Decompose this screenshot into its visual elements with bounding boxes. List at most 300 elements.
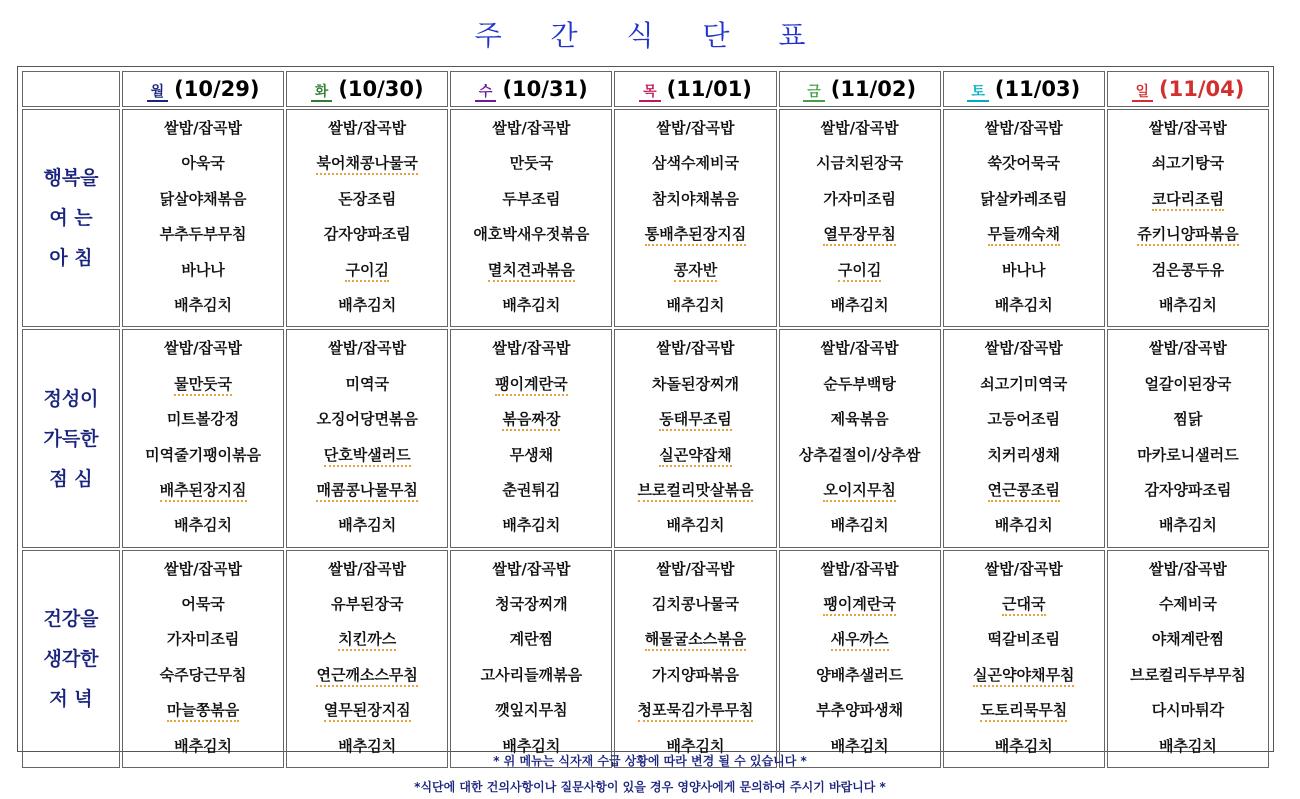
menu-item [944, 441, 1104, 476]
menu-item-text: 청국장찌개 [495, 595, 568, 614]
menu-item [615, 625, 775, 660]
day-date: (11/03) [994, 77, 1081, 101]
menu-item [287, 441, 447, 476]
menu-item-text: 다시마튀각 [1151, 701, 1225, 720]
menu-item [944, 625, 1104, 660]
menu-item-text: 부추양파생채 [816, 701, 904, 720]
menu-list [287, 330, 447, 546]
day-header [1107, 71, 1269, 107]
menu-item-text: 배추김치 [1158, 516, 1217, 535]
menu-list [451, 110, 611, 326]
menu-item-text: 가자미조림 [166, 630, 240, 649]
menu-item-text: 실곤약야채무침 [973, 666, 1074, 687]
menu-item-text: 찜닭 [1173, 410, 1203, 429]
menu-list [287, 551, 447, 767]
weekday-icon: 금 [803, 84, 825, 102]
menu-item-text: 배추김치 [338, 516, 397, 535]
menu-item-text: 쌀밥/잡곡밥 [1148, 559, 1227, 578]
menu-cell [450, 550, 612, 768]
menu-item-text: 상추겉절이/상추쌈 [798, 445, 921, 464]
menu-item-text: 쌀밥/잡곡밥 [1148, 119, 1227, 137]
meal-row [22, 109, 1269, 327]
day-date: (10/29) [174, 77, 260, 101]
menu-item-text: 쌀밥/잡곡밥 [1148, 339, 1227, 358]
menu-item-text: 치킨까스 [338, 630, 396, 651]
menu-item-text: 쇠고기미역국 [980, 374, 1068, 393]
menu-item-text: 유부된장국 [330, 595, 404, 614]
menu-item [287, 149, 447, 184]
menu-item [1108, 441, 1268, 476]
menu-item-text: 쌀밥/잡곡밥 [328, 339, 407, 358]
menu-item-text: 수제비국 [1158, 595, 1217, 614]
day-date: (11/04) [1159, 77, 1245, 101]
menu-item [451, 149, 611, 184]
menu-item-text: 팽이계란국 [495, 375, 567, 396]
menu-item [615, 256, 775, 291]
menu-item-text: 물만둣국 [174, 375, 232, 396]
menu-item [944, 185, 1104, 220]
menu-item-text: 배추김치 [338, 736, 397, 755]
menu-item-text: 얼갈이된장국 [1144, 374, 1232, 393]
menu-item-text: 동태무조림 [659, 410, 731, 431]
menu-item [615, 590, 775, 625]
menu-item-text: 쌀밥/잡곡밥 [164, 119, 243, 137]
weekly-menu-table [20, 69, 1271, 770]
menu-item-text: 쌀밥/잡곡밥 [656, 339, 735, 358]
menu-item [1108, 511, 1268, 546]
weekday-icon: 토 [967, 84, 989, 102]
menu-item-text: 배추김치 [502, 516, 561, 535]
menu-item-text: 배추김치 [174, 295, 233, 314]
menu-item-text: 애호박새우젓볶음 [473, 225, 590, 244]
meal-label [22, 550, 120, 768]
menu-item [287, 555, 447, 590]
menu-item-text: 쌀밥/잡곡밥 [164, 339, 243, 358]
menu-cell [450, 109, 612, 327]
menu-cell [943, 329, 1105, 547]
menu-item [944, 370, 1104, 405]
menu-list [123, 551, 283, 767]
menu-cell [122, 329, 284, 547]
menu-item-text: 오이지무침 [823, 481, 895, 502]
menu-item-text: 숙주당근무침 [159, 665, 247, 684]
menu-item [1108, 405, 1268, 440]
menu-list [944, 551, 1104, 767]
menu-list [780, 330, 940, 546]
day-header [286, 71, 448, 107]
menu-item [1108, 555, 1268, 590]
menu-item-text: 감자양파조림 [323, 225, 411, 244]
weekday-icon: 일 [1132, 84, 1154, 102]
day-header [450, 71, 612, 107]
menu-item [1108, 476, 1268, 511]
menu-item-text: 배추김치 [994, 736, 1053, 755]
menu-item [451, 441, 611, 476]
menu-item [451, 511, 611, 546]
menu-item-text: 참치야채볶음 [652, 189, 739, 208]
menu-item [944, 661, 1104, 696]
menu-item-text: 쌀밥/잡곡밥 [492, 559, 571, 578]
menu-item [615, 185, 775, 220]
menu-cell [943, 109, 1105, 327]
menu-item-text: 연근콩조림 [988, 481, 1060, 502]
menu-item [123, 696, 283, 731]
menu-item-text: 닭살야채볶음 [159, 189, 247, 208]
menu-item [944, 114, 1104, 149]
menu-item [123, 590, 283, 625]
menu-item [615, 405, 775, 440]
menu-item-text: 통배추된장지짐 [645, 225, 746, 246]
menu-item [451, 334, 611, 369]
menu-item [944, 476, 1104, 511]
menu-cell [943, 550, 1105, 768]
menu-item-text: 배추김치 [830, 516, 889, 535]
menu-item [1108, 590, 1268, 625]
menu-item [287, 661, 447, 696]
menu-item [615, 291, 775, 326]
menu-item [287, 590, 447, 625]
menu-item [123, 405, 283, 440]
menu-item-text: 아욱국 [181, 154, 225, 173]
menu-item-text: 단호박샐러드 [324, 446, 411, 467]
meal-label-line: 건강을 [43, 607, 99, 630]
menu-item [615, 441, 775, 476]
menu-item-text: 바나나 [181, 260, 225, 279]
menu-item [1108, 220, 1268, 255]
menu-item-text: 근대국 [1002, 595, 1045, 616]
menu-item [451, 185, 611, 220]
menu-item [944, 334, 1104, 369]
menu-item [287, 511, 447, 546]
menu-cell [614, 329, 776, 547]
menu-item-text: 미역국 [345, 374, 389, 393]
menu-item [287, 696, 447, 731]
menu-cell [286, 550, 448, 768]
menu-item-text: 실곤약잡채 [659, 446, 731, 467]
menu-list [780, 551, 940, 767]
menu-cell [286, 329, 448, 547]
menu-item-text: 삼색수제비국 [652, 154, 739, 173]
menu-item-text: 쌀밥/잡곡밥 [820, 339, 899, 358]
menu-item-text: 떡갈비조림 [987, 630, 1060, 649]
menu-item [451, 220, 611, 255]
menu-item-text: 무생채 [509, 445, 554, 464]
day-header [614, 71, 776, 107]
menu-item [451, 590, 611, 625]
menu-item-text: 쌀밥/잡곡밥 [984, 339, 1063, 358]
menu-item-text: 마늘쫑볶음 [167, 701, 239, 722]
menu-item-text: 차돌된장찌개 [652, 374, 739, 393]
menu-list [451, 330, 611, 546]
menu-item-text: 시금치된장국 [816, 154, 904, 173]
menu-item-text: 연근깨소스무침 [316, 666, 417, 687]
menu-list [287, 110, 447, 326]
meal-label [22, 329, 120, 547]
menu-item-text: 미역줄기팽이볶음 [145, 445, 262, 464]
header-row [22, 71, 1269, 107]
meal-label-line: 저 녁 [49, 687, 93, 710]
menu-item-text: 멸치견과볶음 [488, 261, 575, 282]
menu-item [123, 220, 283, 255]
menu-item-text: 쌀밥/잡곡밥 [656, 119, 735, 137]
menu-item [451, 291, 611, 326]
menu-item [1108, 661, 1268, 696]
menu-item [944, 149, 1104, 184]
menu-item [123, 291, 283, 326]
menu-item [123, 661, 283, 696]
menu-item [1108, 291, 1268, 326]
menu-item-text: 배추김치 [502, 736, 561, 755]
menu-item-text: 두부조림 [502, 189, 561, 208]
menu-item [451, 696, 611, 731]
menu-item [123, 441, 283, 476]
menu-item-text: 마카로니샐러드 [1137, 445, 1239, 464]
menu-item [287, 476, 447, 511]
menu-item-text: 부추두부무침 [159, 225, 247, 244]
menu-item-text: 바나나 [1002, 260, 1046, 279]
weekday-icon: 월 [147, 84, 169, 102]
menu-item-text: 새우까스 [831, 630, 889, 651]
menu-item [780, 334, 940, 369]
day-header [122, 71, 284, 107]
menu-item [615, 149, 775, 184]
notice-inquiry: *식단에 대한 건의사항이나 질문사항이 있을 경우 영양사에게 문의하여 주시기 바랍니다 * [414, 780, 886, 794]
menu-item [1108, 696, 1268, 731]
menu-item [451, 625, 611, 660]
menu-item [615, 114, 775, 149]
menu-item [780, 590, 940, 625]
menu-item [1108, 114, 1268, 149]
menu-item-text: 볶음짜장 [502, 410, 560, 431]
menu-cell [1107, 329, 1269, 547]
menu-item-text: 쌀밥/잡곡밥 [492, 339, 571, 358]
menu-item-text: 제육볶음 [830, 410, 889, 429]
menu-item-text: 양배추샐러드 [816, 665, 904, 684]
menu-item-text: 구이김 [838, 261, 881, 282]
menu-item [287, 185, 447, 220]
menu-item [615, 555, 775, 590]
menu-item [780, 661, 940, 696]
menu-item-text: 쌀밥/잡곡밥 [820, 559, 899, 578]
menu-item-text: 검은콩두유 [1151, 260, 1225, 279]
menu-item [780, 185, 940, 220]
menu-item [615, 334, 775, 369]
menu-item [123, 114, 283, 149]
menu-item [451, 256, 611, 291]
menu-item-text: 쌀밥/잡곡밥 [984, 119, 1063, 137]
menu-cell [450, 329, 612, 547]
meal-label-line: 점 심 [49, 467, 93, 490]
day-date: (11/02) [830, 77, 917, 101]
menu-item-text: 브로컬리두부무침 [1129, 665, 1246, 684]
menu-item-text: 배추김치 [666, 736, 725, 755]
menu-item-text: 오징어당면볶음 [316, 410, 418, 429]
menu-item [944, 511, 1104, 546]
menu-list [944, 330, 1104, 546]
menu-item [780, 555, 940, 590]
menu-item-text: 쌀밥/잡곡밥 [656, 559, 735, 578]
menu-item-text: 미트볼강정 [166, 410, 240, 429]
menu-item-text: 쌀밥/잡곡밥 [492, 119, 571, 137]
menu-item [287, 370, 447, 405]
menu-item [780, 441, 940, 476]
menu-item [780, 114, 940, 149]
menu-item-text: 배추김치 [1158, 295, 1217, 314]
menu-item [1108, 625, 1268, 660]
menu-item [780, 405, 940, 440]
menu-cell [779, 109, 941, 327]
menu-item [451, 114, 611, 149]
menu-item [123, 555, 283, 590]
menu-list [1108, 551, 1268, 767]
menu-item-text: 팽이계란국 [823, 595, 895, 616]
menu-cell [122, 550, 284, 768]
weekday-icon: 화 [311, 84, 333, 102]
menu-item [287, 405, 447, 440]
meal-label-line: 여 는 [49, 207, 93, 230]
menu-item [1108, 185, 1268, 220]
menu-list [780, 110, 940, 326]
menu-item-text: 쌀밥/잡곡밥 [820, 119, 899, 137]
menu-item [123, 256, 283, 291]
menu-item [1108, 334, 1268, 369]
menu-item-text: 순두부백탕 [823, 374, 896, 393]
menu-item-text: 쌀밥/잡곡밥 [164, 559, 243, 578]
menu-item [615, 696, 775, 731]
menu-item [1108, 256, 1268, 291]
menu-item [780, 220, 940, 255]
menu-item [123, 625, 283, 660]
menu-item-text: 배추김치 [174, 516, 233, 535]
menu-item-text: 콩자반 [674, 261, 717, 282]
menu-item-text: 쥬키니양파볶음 [1137, 225, 1238, 246]
menu-item-text: 배추김치 [994, 295, 1053, 314]
menu-table-frame [17, 66, 1274, 755]
menu-item [615, 220, 775, 255]
page-title: 주 간 식 단 표 [474, 19, 826, 52]
menu-item-text: 닭살카레조림 [980, 189, 1068, 208]
menu-item-text: 배추김치 [338, 295, 397, 314]
menu-item-text: 코다리조림 [1152, 190, 1224, 211]
menu-item [780, 625, 940, 660]
meal-label-line: 정성이 [43, 387, 99, 410]
menu-item-text: 구이김 [345, 261, 388, 282]
menu-item [780, 370, 940, 405]
meal-label-line: 가득한 [43, 427, 99, 450]
day-date: (11/01) [666, 77, 752, 101]
menu-item-text: 가자미조림 [823, 189, 896, 208]
day-header [779, 71, 941, 107]
menu-list [1108, 110, 1268, 326]
menu-item [287, 114, 447, 149]
menu-item [123, 149, 283, 184]
day-date: (10/30) [338, 77, 424, 101]
menu-item-text: 배추김치 [830, 736, 889, 755]
menu-list [615, 110, 775, 326]
menu-item [123, 476, 283, 511]
menu-item-text: 돈장조림 [338, 189, 397, 208]
menu-item [615, 370, 775, 405]
menu-item-text: 쑥갓어묵국 [987, 154, 1060, 173]
menu-item-text: 배추김치 [666, 516, 725, 535]
menu-item [123, 511, 283, 546]
weekday-icon: 목 [639, 84, 661, 102]
menu-item-text: 야채계란찜 [1151, 630, 1225, 649]
menu-cell [1107, 550, 1269, 768]
menu-cell [779, 550, 941, 768]
menu-item [287, 220, 447, 255]
menu-item [1108, 370, 1268, 405]
menu-item-text: 열무장무침 [823, 225, 895, 246]
menu-item [451, 405, 611, 440]
menu-item-text: 치커리생채 [987, 445, 1060, 464]
menu-item [615, 661, 775, 696]
menu-list [615, 330, 775, 546]
menu-item [615, 476, 775, 511]
menu-item [944, 696, 1104, 731]
menu-item [451, 476, 611, 511]
menu-item [615, 511, 775, 546]
menu-item-text: 북어채콩나물국 [316, 154, 417, 175]
menu-item [944, 590, 1104, 625]
weekday-icon: 수 [475, 84, 497, 102]
menu-item-text: 매콤콩나물무침 [316, 481, 417, 502]
menu-cell [779, 329, 941, 547]
menu-item [780, 149, 940, 184]
menu-item [451, 661, 611, 696]
menu-item [944, 405, 1104, 440]
menu-item-text: 배추된장지짐 [160, 481, 247, 502]
menu-item-text: 만둣국 [509, 154, 554, 173]
menu-item [287, 625, 447, 660]
menu-item [287, 291, 447, 326]
menu-item-text: 배추김치 [502, 295, 561, 314]
meal-row [22, 550, 1269, 768]
day-date: (10/31) [502, 77, 588, 101]
menu-item-text: 배추김치 [666, 295, 725, 314]
menu-item [123, 334, 283, 369]
menu-cell [286, 109, 448, 327]
menu-cell [122, 109, 284, 327]
menu-item-text: 쌀밥/잡곡밥 [328, 559, 407, 578]
menu-item [944, 256, 1104, 291]
menu-item [123, 370, 283, 405]
menu-item [123, 185, 283, 220]
menu-item [780, 291, 940, 326]
menu-item-text: 깻잎지무침 [495, 701, 568, 720]
menu-item-text: 고사리들깨볶음 [480, 665, 583, 684]
menu-item [780, 476, 940, 511]
notice-change: * 위 메뉴는 식자재 수급 상황에 따라 변경 될 수 있습니다 * [493, 754, 807, 768]
menu-item [944, 291, 1104, 326]
menu-item-text: 브로컬리맛살볶음 [638, 481, 754, 502]
day-header [943, 71, 1105, 107]
menu-list [123, 110, 283, 326]
menu-item-text: 청포묵김가루무침 [638, 701, 754, 722]
menu-list [451, 551, 611, 767]
menu-item-text: 김치콩나물국 [652, 595, 739, 614]
meal-label [22, 109, 120, 327]
menu-item [287, 256, 447, 291]
menu-list [615, 551, 775, 767]
menu-item [451, 555, 611, 590]
menu-item [780, 256, 940, 291]
menu-cell [614, 109, 776, 327]
menu-item-text: 쌀밥/잡곡밥 [984, 559, 1063, 578]
menu-item-text: 배추김치 [174, 736, 233, 755]
menu-item-text: 쇠고기탕국 [1151, 154, 1225, 173]
menu-item-text: 감자양파조림 [1144, 480, 1232, 499]
